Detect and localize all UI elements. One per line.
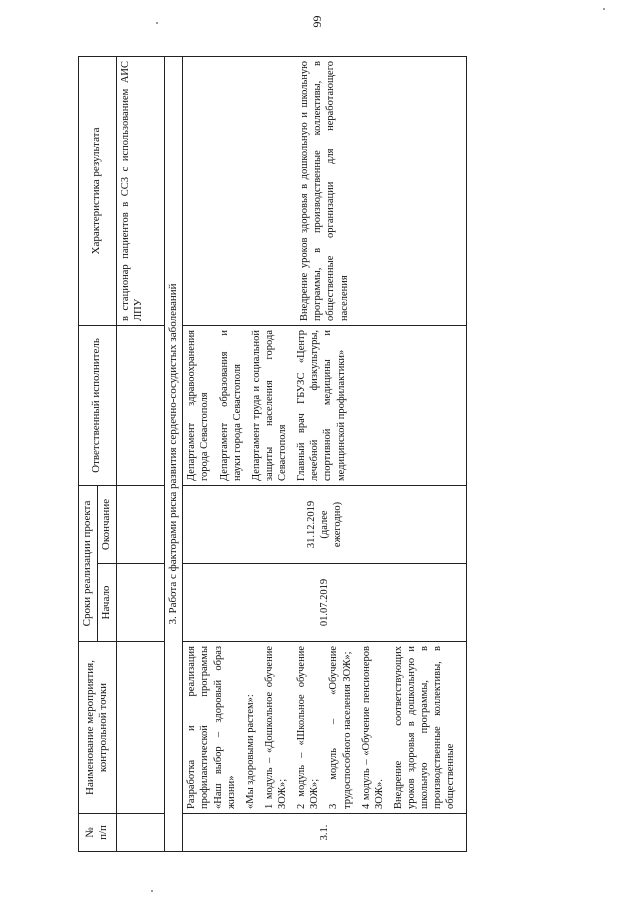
header-num-sub: п/п [97, 825, 110, 840]
header-num [79, 814, 117, 852]
page-number: 66 [310, 15, 325, 28]
header-start: Начало [97, 564, 116, 642]
scan-speck [603, 8, 605, 10]
row-start: 01.07.2019 [183, 564, 466, 642]
scan-speck [151, 890, 153, 892]
name-paragraph: 4 модуль – «Обучение пенсионеров ЗОЖ». [360, 646, 385, 809]
header-num-label: № [83, 827, 96, 838]
name-paragraph: 1 модуль – «Дошкольное обучение ЗОЖ»; [263, 646, 288, 809]
carry-responsible [116, 325, 164, 485]
responsible-paragraph: Главный врач ГБУЗС «Центр лечебной физкультуры, спортивной медицины и медицинской профилактики» [296, 329, 347, 481]
header-name: Наименование мероприятия, контрольной точки [79, 642, 117, 814]
table-row [183, 56, 466, 851]
responsible-paragraph: Департамент труда и социальной защиты населения города Севастополя [250, 329, 288, 481]
row-result: Внедрение уроков здоровья в дошкольную и школьную программы, в производственные коллективы, в общественные организации для неработающего населения [183, 56, 466, 325]
row-responsible [183, 325, 466, 485]
project-table [78, 56, 467, 852]
scan-speck [156, 22, 158, 24]
name-paragraph: Внедрение соответствующих уроков здоровья в дошкольную и школьную программы, в производственные коллективы, в общественные [392, 646, 457, 809]
section-title: 3. Работа с факторами риска развития сердечно-сосудистых заболеваний [164, 56, 183, 851]
carry-result: в стационар пациентов в СС3 с использованием АИС ЛПУ [116, 56, 164, 325]
name-paragraph: 2 модуль – «Школьное обучение ЗОЖ»; [296, 646, 321, 809]
header-terms: Сроки реализации проекта [79, 485, 98, 641]
row-end: 31.12.2019 (далее ежегодно) [183, 485, 466, 563]
responsible-paragraph: Департамент образования и науки города Севастополя [218, 329, 243, 481]
section-row [164, 56, 183, 851]
landscape-page [78, 57, 612, 852]
carry-row [116, 56, 164, 851]
carry-end [116, 485, 164, 563]
rotated-table-canvas [78, 57, 634, 841]
carry-name [116, 642, 164, 814]
carry-num [116, 814, 164, 852]
header-responsible: Ответственный исполнитель [79, 325, 117, 485]
header-row [79, 56, 98, 851]
header-result: Характеристика результата [79, 56, 117, 325]
header-end: Окончание [97, 485, 116, 563]
name-paragraph: 3 модуль – «Обучение трудоспособного населения ЗОЖ»; [328, 646, 353, 809]
row-name [183, 642, 466, 814]
responsible-paragraph: Департамент здравоохранения города Севастополя [186, 329, 211, 481]
name-paragraph: «Мы здоровыми растем»: [244, 694, 256, 809]
name-paragraph: Разработка и реализация профилактической программы «Наш выбор – здоровый образ жизни» [186, 646, 237, 809]
carry-start [116, 564, 164, 642]
row-num: 3.1. [183, 814, 466, 852]
